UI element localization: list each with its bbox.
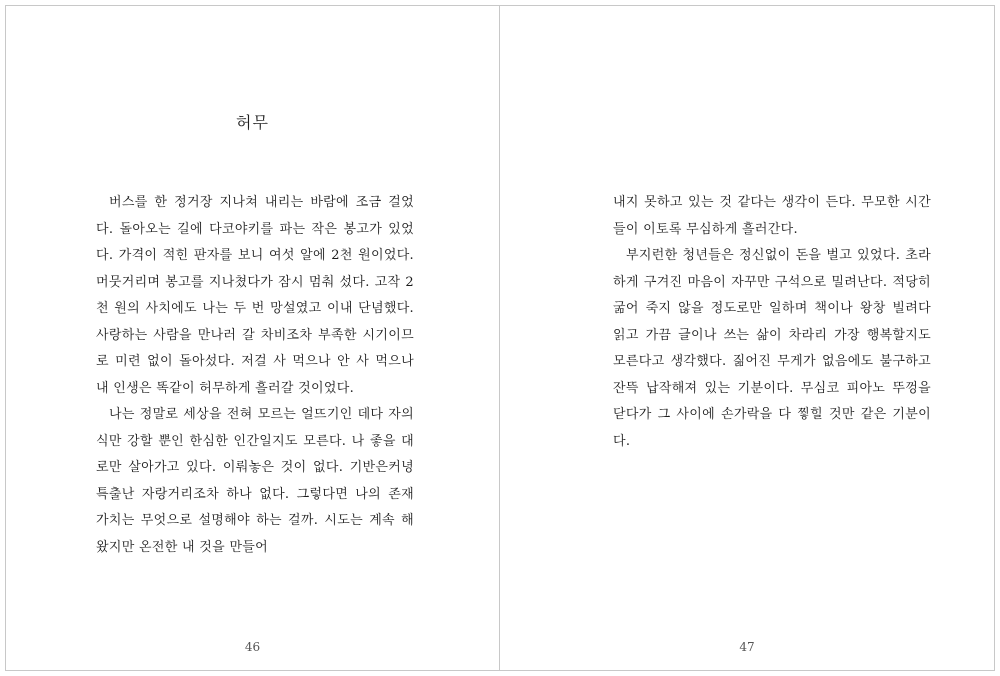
left-page (6, 6, 500, 670)
page-number-right: 47 (739, 640, 755, 654)
paragraph: 내지 못하고 있는 것 같다는 생각이 든다. 무모한 시간들이 이토록 무심하게 흘러간다. (613, 195, 931, 237)
right-body-text (613, 190, 931, 455)
book-spread (5, 5, 995, 671)
paragraph: 나는 정말로 세상을 전혀 모르는 얼뜨기인 데다 자의식만 강할 뿐인 한심한 인간일지도 모른다. 나 좋을 대로만 살아가고 있다. 이뤄놓은 것이 없다. 기반은커녕 특출난 자랑거리조차 하나 없다. 그렇다면 나의 존재 가치는 무엇으로 설명해야 하는 걸까. 시도는 계속 해왔지만 온전한 내 것을 만들어 (96, 407, 414, 555)
right-page (500, 6, 994, 670)
paragraph: 버스를 한 정거장 지나쳐 내리는 바람에 조금 걸었다. 돌아오는 길에 다코야키를 파는 작은 봉고가 있었다. 가격이 적힌 판자를 보니 여섯 알에 2천 원이었다. 머뭇거리며 봉고를 지나쳤다가 잠시 멈춰 섰다. 고작 2천 원의 사치에도 나는 두 번 망설였고 이내 단념했다. 사랑하는 사람을 만나러 갈 차비조차 부족한 시기이므로 미련 없이 돌아섰다. 저걸 사 먹으나 안 사 먹으나 내 인생은 똑같이 허무하게 흘러갈 것이었다. (96, 195, 414, 396)
paragraph: 부지런한 청년들은 정신없이 돈을 벌고 있었다. 초라하게 구겨진 마음이 자꾸만 구석으로 밀려난다. 적당히 굶어 죽지 않을 정도로만 일하며 책이나 왕창 빌려다 읽고 가끔 글이나 쓰는 삶이 차라리 가장 행복할지도 모른다고 생각했다. 짊어진 무게가 없음에도 불구하고 잔뜩 납작해져 있는 기분이다. 무심코 피아노 뚜껑을 닫다가 그 사이에 손가락을 다 찧힐 것만 같은 기분이다. (613, 248, 931, 449)
left-body-text (96, 190, 414, 561)
page-number-left: 46 (244, 640, 261, 654)
chapter-title: 허무 (236, 113, 269, 132)
